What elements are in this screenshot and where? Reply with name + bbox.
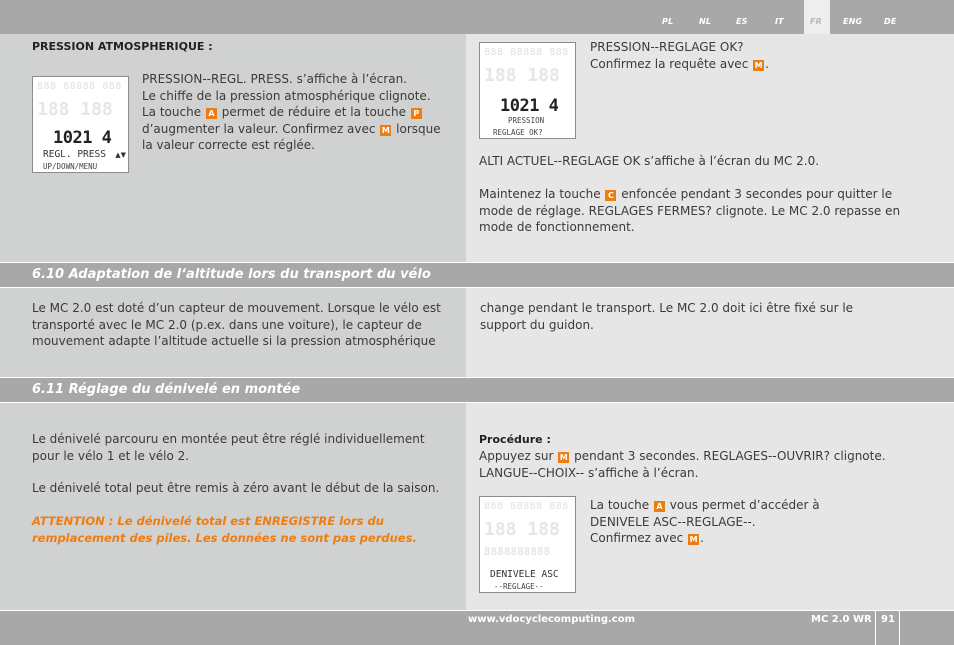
key-m-icon: M bbox=[754, 60, 763, 70]
lang-fr[interactable]: FR bbox=[810, 17, 823, 26]
attention-warning: ATTENTION : Le dénivelé total est ENREGISTRE lors du remplacement des piles. Les données ne sont pas perdues. bbox=[32, 514, 417, 545]
section-6-11-title: 6.11 Réglage du dénivelé en montée bbox=[32, 382, 301, 397]
lang-pl[interactable]: PL bbox=[662, 17, 674, 26]
lcd-line1: REGL. PRESS bbox=[43, 149, 106, 160]
lcd-display-ascent-set bbox=[479, 496, 576, 593]
alti-confirm-text: ALTI ACTUEL--REGLAGE OK s’affiche à l’écran du MC 2.0. bbox=[479, 154, 820, 168]
lcd-ghost-segments: 888 88888 888 bbox=[484, 47, 569, 58]
lang-nl[interactable]: NL bbox=[699, 17, 712, 26]
lang-it[interactable]: IT bbox=[775, 17, 784, 26]
procedure-steps-1: Appuyez sur M pendant 3 secondes. REGLAGES--OUVRIR? clignote. LANGUE--CHOIX-- s’affiche à l’écran. bbox=[479, 449, 886, 480]
lcd-ghost-digits: 188 188 bbox=[484, 65, 560, 86]
lang-eng[interactable]: ENG bbox=[843, 17, 863, 26]
transport-text-right: change pendant le transport. Le MC 2.0 doit ici être fixé sur le support du guidon. bbox=[480, 301, 854, 332]
lcd-line1: PRESSION bbox=[508, 116, 545, 125]
procedure-steps-2: La touche A vous permet d’accéder à DENIVELE ASC--REGLAGE--. Confirmez avec M . bbox=[590, 498, 820, 545]
footer-separator bbox=[899, 610, 900, 645]
lcd-line2: --REGLAGE-- bbox=[494, 582, 544, 591]
lcd-ghost-digits: 188 188 bbox=[37, 99, 113, 120]
key-c-icon: C bbox=[605, 190, 616, 201]
lcd-ghost-segments: 888 88888 888 bbox=[37, 81, 122, 92]
lcd-display-pressure-ok bbox=[479, 42, 576, 139]
pressure-instructions-left: PRESSION--REGL. PRESS. s’affiche à l’écran. Le chiffe de la pression atmosphérique clignote. La touche A permet de réduire et la touche P d’augmenter la valeur. Confirmez avec M lorsque la valeur correcte est réglée. bbox=[142, 72, 441, 152]
section-6-10-title: 6.10 Adaptation de l‘altitude lors du transport du vélo bbox=[32, 267, 431, 282]
lcd-ghost-digits-2: 8888888888 bbox=[484, 545, 551, 558]
model-name: MC 2.0 WR bbox=[811, 614, 872, 625]
pressure-confirm-text: PRESSION--REGLAGE OK? Confirmez la requête avec M . bbox=[590, 40, 769, 71]
key-m-icon: M bbox=[381, 125, 390, 135]
page-number: 91 bbox=[881, 614, 895, 625]
lang-es[interactable]: ES bbox=[736, 17, 748, 26]
footer-divider bbox=[0, 610, 954, 611]
lcd-line2: REGLAGE OK? bbox=[493, 128, 543, 137]
lang-de[interactable]: DE bbox=[884, 17, 897, 26]
section-6-10-band bbox=[0, 263, 954, 287]
lcd-line1: DENIVELE ASC bbox=[490, 569, 559, 580]
key-a-icon: A bbox=[206, 108, 217, 119]
ascent-reset-text: Le dénivelé total peut être remis à zéro avant le début de la saison. bbox=[32, 481, 440, 495]
key-a-icon: A bbox=[654, 501, 665, 512]
pressure-heading: PRESSION ATMOSPHERIQUE : bbox=[32, 40, 213, 53]
transport-text-left: Le MC 2.0 est doté d’un capteur de mouvement. Lorsque le vélo est transporté avec le MC 2.0 (p.ex. dans une voiture), le capteur de mouvement adapte l’altitude actuelle si la pression atmosphérique bbox=[32, 301, 441, 348]
key-m-icon: M bbox=[689, 535, 698, 544]
section-6-11-band bbox=[0, 378, 954, 402]
lcd-ghost-segments: 888 88888 888 bbox=[484, 501, 569, 512]
lcd-pressure-value: 1021 4 bbox=[500, 96, 559, 116]
lcd-display-pressure-set bbox=[32, 76, 129, 173]
lcd-line2: UP/DOWN/MENU bbox=[43, 162, 98, 171]
key-p-icon: P bbox=[411, 108, 422, 119]
lcd-pressure-value: 1021 4 bbox=[53, 128, 112, 148]
up-down-arrows-icon: ▲▼ bbox=[115, 151, 126, 159]
key-m-icon: M bbox=[559, 453, 568, 462]
exit-settings-text: Maintenez la touche C enfoncée pendant 3 secondes pour quitter le mode de réglage. REGLAGES FERMES? clignote. Le MC 2.0 repasse en mode de fonctionnement. bbox=[479, 187, 901, 234]
footer-separator bbox=[875, 610, 876, 645]
website-link[interactable]: www.vdocyclecomputing.com bbox=[468, 614, 636, 625]
ascent-intro-text: Le dénivelé parcouru en montée peut être réglé individuellement pour le vélo 1 et le vélo 2. bbox=[32, 432, 425, 463]
lcd-ghost-digits: 188 188 bbox=[484, 519, 560, 540]
procedure-heading: Procédure : bbox=[479, 433, 551, 446]
